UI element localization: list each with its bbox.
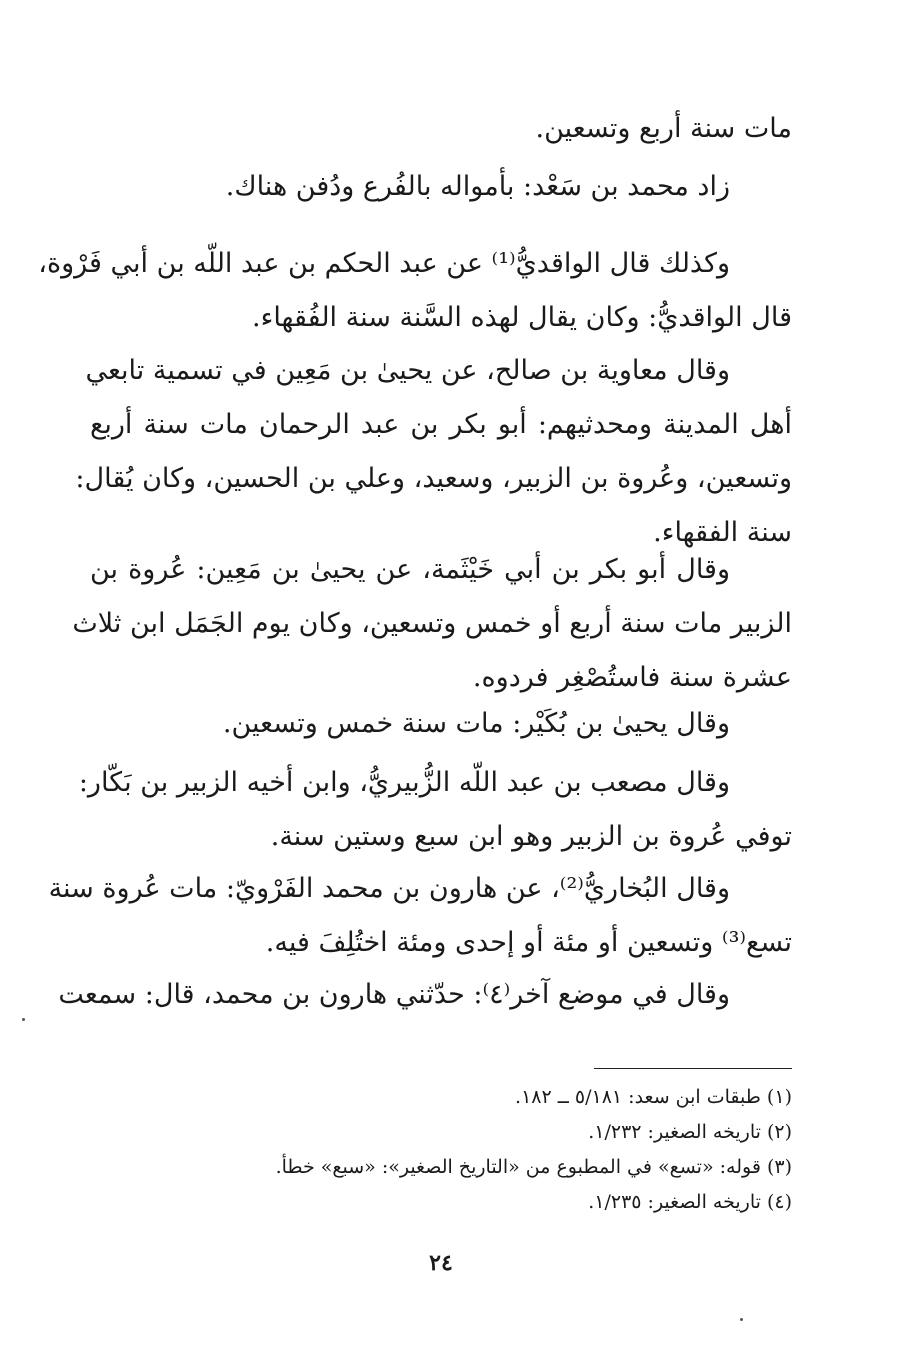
paragraph-2 (90, 160, 792, 214)
text-line: زاد محمد بن سَعْد: بأمواله بالفُرع ودُفن هناك. (225, 171, 730, 202)
footnote: (٣) قوله: «تسع» في المطبوع من «التاريخ الصغير»: «سبع» خطأ. (275, 1156, 792, 1178)
text-line: وقال في موضع آخر⁽٤⁾: حدّثني هارون بن محمد، قال: سمعت (58, 979, 730, 1010)
page-number: ٢٤ (429, 1250, 453, 1276)
paragraph-6 (90, 697, 792, 751)
paragraph-9 (58, 968, 792, 1022)
text-line: وقال البُخاريُّ⁽²⁾، عن هارون بن محمد الفَرْويّ: مات عُروة سنة (48, 873, 730, 904)
scan-speck (22, 1018, 25, 1021)
footnote: (١) طبقات ابن سعد: ٥/١٨١ ــ ١٨٢. (515, 1086, 792, 1108)
text-line: وقال أبو بكر بن أبي خَيْثَمة، عن يحيىٰ بن مَعِين: عُروة بن (90, 554, 730, 585)
text-line: وتسعين، وعُروة بن الزبير، وسعيد، وعلي بن الحسين، وكان يُقال: (75, 463, 792, 494)
footnotes (90, 1080, 792, 1220)
paragraph-3 (38, 237, 792, 345)
text-line: سنة الفقهاء. (653, 517, 792, 548)
scan-speck (740, 1318, 743, 1321)
text-line: مات سنة أربع وتسعين. (535, 113, 792, 144)
text-line: تسع⁽³⁾ وتسعين أو مئة أو إحدى ومئة اختُلِفَ فيه. (265, 927, 792, 958)
book-page (38, 100, 792, 1300)
paragraph-8 (48, 862, 792, 970)
footnote-separator (594, 1068, 792, 1069)
text-line: قال الواقديُّ: وكان يقال لهذه السَّنة سنة الفُقهاء. (252, 302, 792, 333)
paragraph-1 (90, 102, 792, 156)
text-line: توفي عُروة بن الزبير وهو ابن سبع وستين سنة. (270, 821, 792, 852)
paragraph-4 (75, 344, 792, 560)
text-line: الزبير مات سنة أربع أو خمس وتسعين، وكان يوم الجَمَل ابن ثلاث (72, 608, 792, 639)
footnote: (٢) تاريخه الصغير: ١/٢٣٢. (588, 1121, 792, 1143)
text-line: أهل المدينة ومحدثيهم: أبو بكر بن عبد الرحمان مات سنة أربع (90, 409, 792, 440)
text-line: وكذلك قال الواقديُّ⁽¹⁾ عن عبد الحكم بن عبد اللّه بن أبي فَرْوة، (38, 248, 730, 279)
text-line: عشرة سنة فاستُصْغِر فردوه. (472, 662, 792, 693)
text-line: وقال مصعب بن عبد اللّه الزُّبيريُّ، وابن أخيه الزبير بن بَكّار: (78, 767, 730, 798)
paragraph-5 (72, 543, 792, 705)
text-line: وقال معاوية بن صالح، عن يحيىٰ بن مَعِين في تسمية تابعي (85, 355, 730, 386)
text-line: وقال يحيىٰ بن بُكَيْر: مات سنة خمس وتسعين. (222, 708, 730, 739)
paragraph-7 (78, 756, 792, 864)
footnote: (٤) تاريخه الصغير: ١/٢٣٥. (588, 1191, 792, 1213)
